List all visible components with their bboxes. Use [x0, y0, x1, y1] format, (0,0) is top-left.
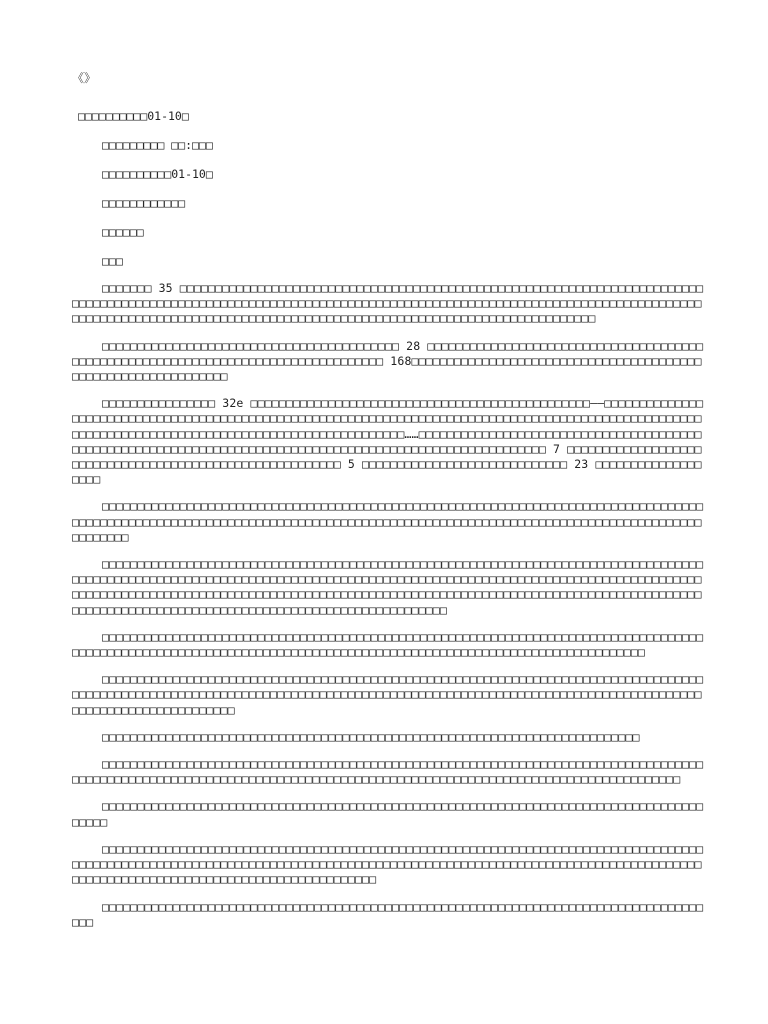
paragraph-6: □□□□□□□□□□□□□□□□□□□□□□□□□□□□□□□□□□□□□□□□□□□□□□□□□□□□□□□□□□□□□□□□□□□□□□□□□□□□□□□□□□□□□□□□□□□□□□□□□□□□□□□□□□□□□□□□□□□□□□□□□□□□□□□□□□□□□□□□□□□□□□□□□□□□□□□□□□□□□□□□□□□□□□: [72, 629, 704, 660]
paragraph-2: □□□□□□□□□□□□□□□□□□□□□□□□□□□□□□□□□□□□□□□□□□ 28 □□□□□□□□□□□□□□□□□□□□□□□□□□□□□□□□□□□□□□□□□□□□□□□□□□□□□□□□□□□□□□□□□□□□□□□□□□□□□□□□□□□ 168□□□□□□□□□□□□□□□□□□□□□□□□□□□□□□□□□□□□□□□□□□□□□□□□□□□□□□□□□□□□□□□: [72, 338, 704, 384]
meta-line-5: □□□: [102, 254, 123, 268]
paragraph-11: □□□□□□□□□□□□□□□□□□□□□□□□□□□□□□□□□□□□□□□□□□□□□□□□□□□□□□□□□□□□□□□□□□□□□□□□□□□□□□□□□□□□□□□□□□□□□□□□□□□□□□□□□□□□□□□□□□□□□□□□□□□□□□□□□□□□□□□□□□□□□□□□□□□□□□□□□□□□□□□□□□□□□□□□□□□□□□□□□□□□□□□□□□□□□□□□□□□□□□□□□□□□□□□□□□□□□□□□□: [72, 841, 704, 887]
document-body: [72, 281, 704, 930]
document-title: □□□□□□□□□□01-10□: [78, 109, 189, 123]
paragraph-9: □□□□□□□□□□□□□□□□□□□□□□□□□□□□□□□□□□□□□□□□□□□□□□□□□□□□□□□□□□□□□□□□□□□□□□□□□□□□□□□□□□□□□□□□□□□□□□□□□□□□□□□□□□□□□□□□□□□□□□□□□□□□□□□□□□□□□□□□□□□□□□□□□□□□□□□□□□□□□□□□□□□□□□□□□□□: [72, 757, 704, 787]
document-meta: [72, 135, 704, 271]
paragraph-7: □□□□□□□□□□□□□□□□□□□□□□□□□□□□□□□□□□□□□□□□□□□□□□□□□□□□□□□□□□□□□□□□□□□□□□□□□□□□□□□□□□□□□□□□□□□□□□□□□□□□□□□□□□□□□□□□□□□□□□□□□□□□□□□□□□□□□□□□□□□□□□□□□□□□□□□□□□□□□□□□□□□□□□□□□□□□□□□□□□□□□□□□□□□□□□□□□□□□□: [72, 672, 704, 717]
paragraph-12: □□□□□□□□□□□□□□□□□□□□□□□□□□□□□□□□□□□□□□□□□□□□□□□□□□□□□□□□□□□□□□□□□□□□□□□□□□□□□□□□□□□□□□□□: [72, 899, 704, 929]
meta-line-4: □□□□□□: [102, 225, 144, 239]
document-page: [72, 66, 704, 930]
paragraph-10: □□□□□□□□□□□□□□□□□□□□□□□□□□□□□□□□□□□□□□□□□□□□□□□□□□□□□□□□□□□□□□□□□□□□□□□□□□□□□□□□□□□□□□□□□□: [72, 799, 704, 829]
paragraph-1: □□□□□□□ 35 □□□□□□□□□□□□□□□□□□□□□□□□□□□□□□□□□□□□□□□□□□□□□□□□□□□□□□□□□□□□□□□□□□□□□□□□□□□□□□□□□□□□□□□□□□□□□□□□□□□□□□□□□□□□□□□□□□□□□□□□□□□□□□□□□□□□□□□□□□□□□□□□□□□□□□□□□□□□□□□□□□□□□□□□□□□□□□□□□□□□□□□□□□□□□□□□□□□□□□□□□□□□□□□□□□□□□□□□□□□□□□□□□□□□□□□□□□□□□: [72, 281, 704, 326]
document-top-mark: 《》: [72, 71, 97, 85]
meta-line-1: □□□□□□□□□ □□:□□□: [102, 138, 213, 152]
meta-line-2: □□□□□□□□□□01-10□: [102, 167, 213, 181]
paragraph-8: □□□□□□□□□□□□□□□□□□□□□□□□□□□□□□□□□□□□□□□□□□□□□□□□□□□□□□□□□□□□□□□□□□□□□□□□□□□□: [102, 729, 640, 744]
paragraph-4: □□□□□□□□□□□□□□□□□□□□□□□□□□□□□□□□□□□□□□□□□□□□□□□□□□□□□□□□□□□□□□□□□□□□□□□□□□□□□□□□□□□□□□□□□□□□□□□□□□□□□□□□□□□□□□□□□□□□□□□□□□□□□□□□□□□□□□□□□□□□□□□□□□□□□□□□□□□□□□□□□□□□□□□□□□□□□□□□□□□□□□: [72, 499, 704, 544]
meta-line-3: □□□□□□□□□□□□: [102, 196, 186, 210]
paragraph-3: □□□□□□□□□□□□□□□□ 32e □□□□□□□□□□□□□□□□□□□□□□□□□□□□□□□□□□□□□□□□□□□□□□□□——□□□□□□□□□□□□□□□□□□□□□□□□□□□□□□□□□□□□□□□□□□□□□□□□□□□□□□□□□□□□□□□□□□□□□□□□□□□□□□□□□□□□□□□□□□□□□□□□□□□□□□□□□□□□□□□□□□□□□□□□□□□□□□□□□□□□□□□□□□□□□□□□□□□□□□……□□□□□□□□□□□□□□□□□□□□□□□□□□□□□□□□□□□□□□□□□□□□□□□□□□□□□□□□□□□□□□□□□□□□□□□□□□□□□□□□□□□□□□□□□□□□□□□□□□□□□□□□□□□ 7 □□□□□□□□□□□□□□□□□□□□□□□□□□□□□□□□□□□□□□□□□□□□□□□□□□□□□□□□□ 5 □□□□□□□□□□□□□□□□□□□□□□□□□□□□□ 23 □□□□□□□□□□□□□□□□□□□: [72, 396, 704, 487]
paragraph-5: □□□□□□□□□□□□□□□□□□□□□□□□□□□□□□□□□□□□□□□□□□□□□□□□□□□□□□□□□□□□□□□□□□□□□□□□□□□□□□□□□□□□□□□□□□□□□□□□□□□□□□□□□□□□□□□□□□□□□□□□□□□□□□□□□□□□□□□□□□□□□□□□□□□□□□□□□□□□□□□□□□□□□□□□□□□□□□□□□□□□□□□□□□□□□□□□□□□□□□□□□□□□□□□□□□□□□□□□□□□□□□□□□□□□□□□□□□□□□□□□□□□□□□□□□□□□□□□□□□□□□□□□□□□□□□□□□□□□□□□□□□□□□□□□□□□□□□□□□□□□□□□□□□□□□□□□□□□□: [72, 557, 704, 617]
